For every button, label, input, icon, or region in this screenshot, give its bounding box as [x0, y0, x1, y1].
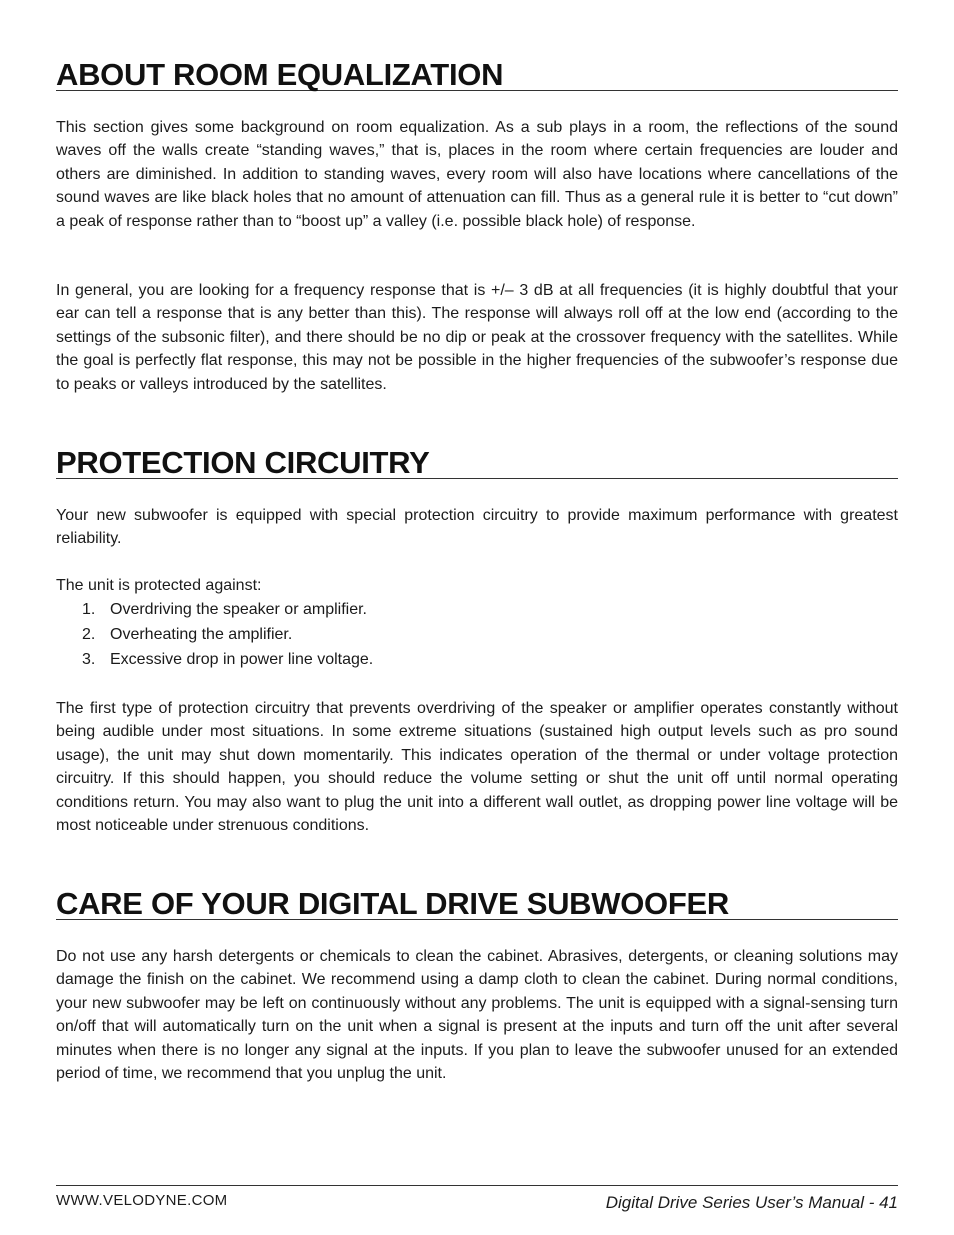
room-eq-paragraph-1: This section gives some background on room equalization. As a sub plays in a room, the reflections of the sound waves off the walls create “standing waves,” that is, places in the room where certain frequencies are louder and others are diminished. In addition to standing waves, every room will also have locations where cancellations of the sound waves are like black holes that no amount of attenuation can fill. Thus as a general rule it is better to “cut down” a peak of response rather than to “boost up” a valley (i.e. possible black hole) of response.	[56, 119, 898, 230]
list-number: 1.	[82, 601, 96, 618]
list-number: 3.	[82, 651, 96, 668]
protection-list-intro: The unit is protected against:	[56, 577, 262, 594]
footer-page-label: Digital Drive Series User’s Manual - 41	[605, 1193, 898, 1212]
list-number: 2.	[82, 626, 96, 643]
footer-rule	[56, 1185, 898, 1186]
section-heading-protection	[56, 447, 898, 479]
heading-text: PROTECTION CIRCUITRY	[56, 445, 430, 480]
protection-intro: Your new subwoofer is equipped with special protection circuitry to provide maximum performance with greatest reliability.	[56, 507, 898, 548]
section-heading-care	[56, 888, 898, 920]
footer-website: WWW.VELODYNE.COM	[56, 1192, 228, 1209]
list-item	[56, 647, 898, 672]
list-item	[56, 597, 898, 622]
section-heading-room-eq	[56, 59, 898, 91]
list-text: Overheating the amplifier.	[110, 626, 293, 643]
heading-text: ABOUT ROOM EQUALIZATION	[56, 57, 504, 92]
heading-text: CARE OF YOUR DIGITAL DRIVE SUBWOOFER	[56, 886, 729, 921]
list-text: Overdriving the speaker or amplifier.	[110, 601, 367, 618]
protection-body: The first type of protection circuitry that prevents overdriving of the speaker or amplifier operates constantly without being audible under most situations. In some extreme situations (sustained high output levels such as pro sound usage), the unit may shut down momentarily. This indicates operation of the thermal or under voltage protection circuitry. If this should happen, you should reduce the volume setting or shut the unit off until normal operating conditions return. You may also want to plug the unit into a different wall outlet, as dropping power line voltage will be most noticeable under strenuous conditions.	[56, 700, 898, 835]
protection-list	[56, 597, 898, 672]
care-paragraph: Do not use any harsh detergents or chemicals to clean the cabinet. Abrasives, detergents, or cleaning solutions may damage the finish on the cabinet. We recommend using a damp cloth to clean the cabinet. During normal conditions, your new subwoofer may be left on continuously without any problems. The unit is equipped with a signal-sensing turn on/off that will automatically turn on the unit when a signal is present at the inputs and turn off the unit after several minutes when there is no longer any signal at the inputs. If you plan to leave the subwoofer unused for an extended period of time, we recommend that you unplug the unit.	[56, 948, 898, 1083]
list-text: Excessive drop in power line voltage.	[110, 651, 374, 668]
room-eq-paragraph-2: In general, you are looking for a frequency response that is +/– 3 dB at all frequencies (it is highly doubtful that your ear can tell a response that is any better than this). The response will always roll off at the low end (according to the settings of the subsonic filter), and there should be no dip or peak at the crossover frequency with the satellites. While the goal is perfectly flat response, this may not be possible in the higher frequencies of the subwoofer’s response due to peaks or valleys introduced by the satellites.	[56, 282, 898, 393]
list-item	[56, 622, 898, 647]
